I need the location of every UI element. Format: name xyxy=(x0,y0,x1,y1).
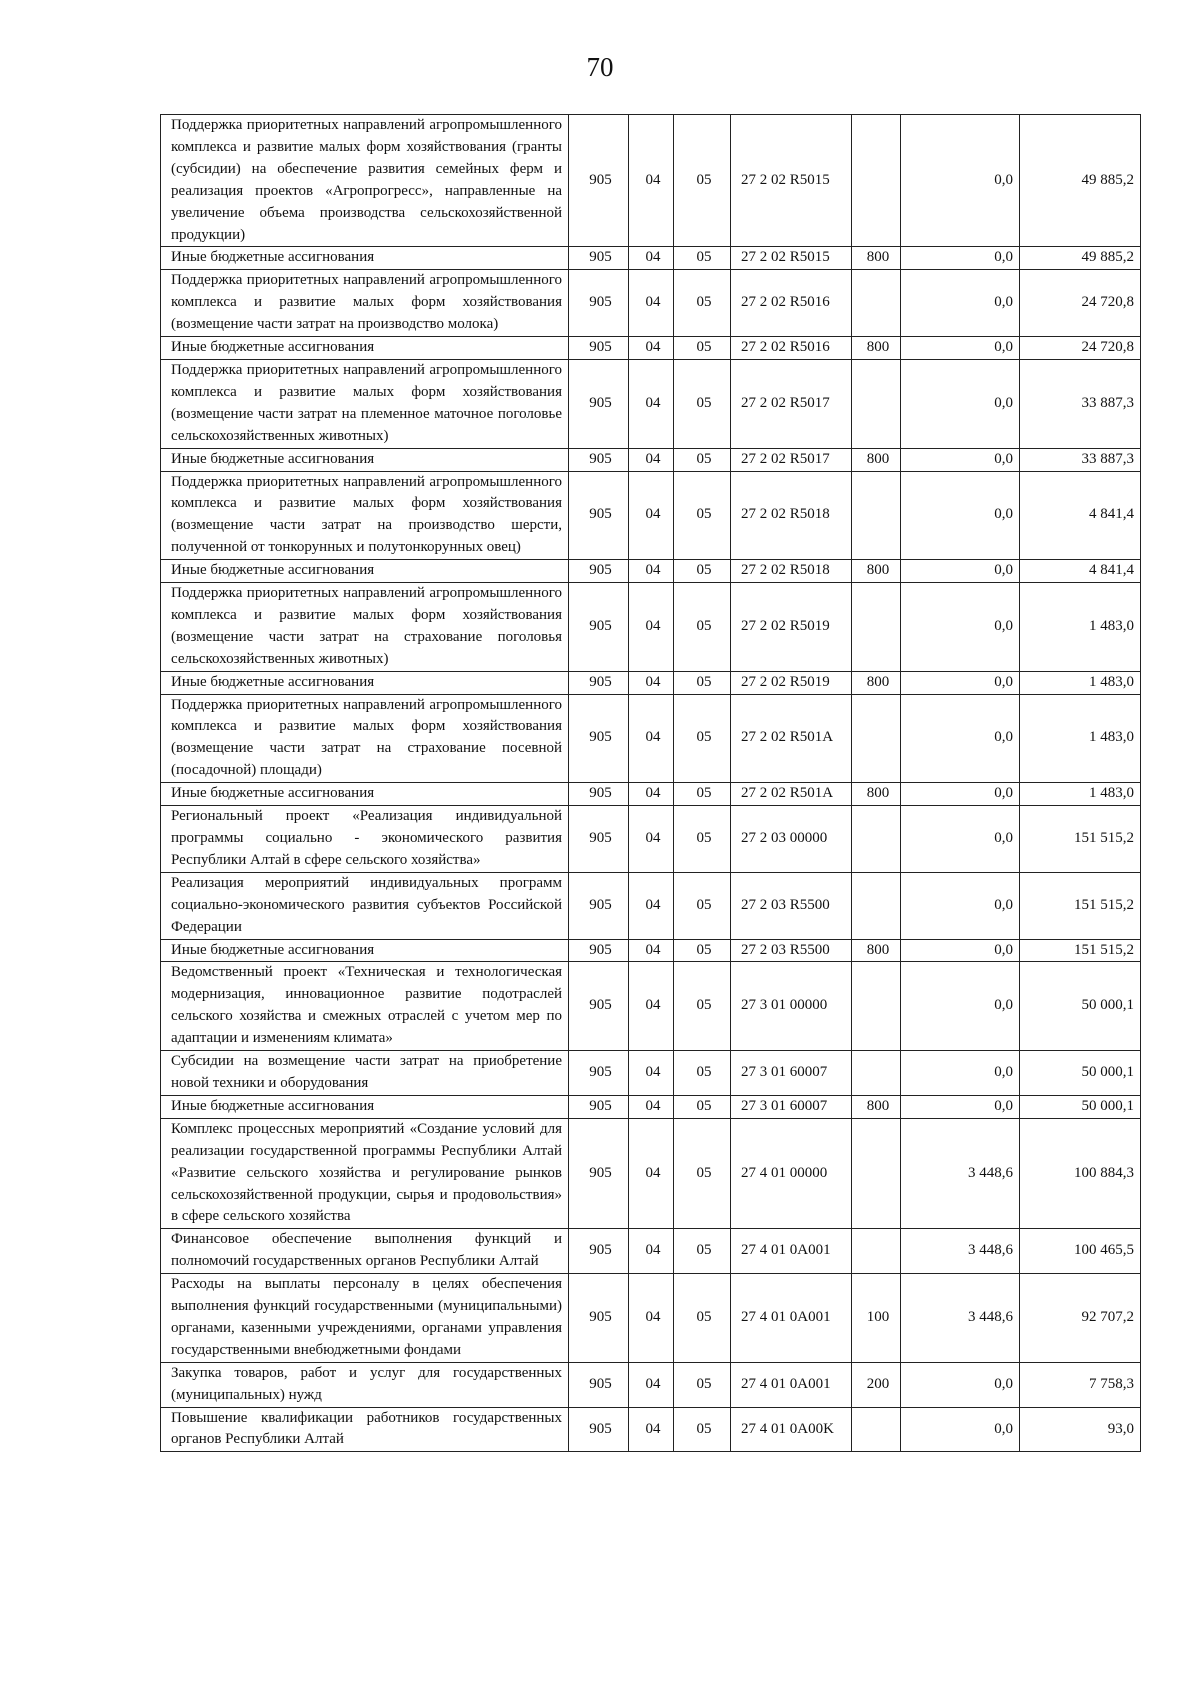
cell-section-code: 04 xyxy=(629,448,674,471)
cell-subsection-code: 05 xyxy=(674,671,731,694)
cell-grbs-code: 905 xyxy=(569,560,629,583)
table-row xyxy=(161,1362,1141,1407)
cell-expense-type: 800 xyxy=(852,671,901,694)
cell-description: Поддержка приоритетных направлений агропромышленного комплекса и развитие малых форм хозяйствования (гранты (субсидии) на обеспечение развития семейных ферм и реализация проектов «Агропрогресс», направленные на увеличение объема производства сельскохозяйственной продукции) xyxy=(161,115,569,247)
cell-grbs-code: 905 xyxy=(569,872,629,939)
table-row xyxy=(161,1274,1141,1363)
cell-target-article: 27 4 01 0A001 xyxy=(731,1229,852,1274)
cell-amount-1: 0,0 xyxy=(901,1051,1020,1096)
cell-section-code: 04 xyxy=(629,671,674,694)
cell-section-code: 04 xyxy=(629,359,674,448)
cell-subsection-code: 05 xyxy=(674,1274,731,1363)
cell-expense-type xyxy=(852,115,901,247)
cell-expense-type xyxy=(852,583,901,672)
cell-section-code: 04 xyxy=(629,806,674,873)
cell-description: Закупка товаров, работ и услуг для государственных (муниципальных) нужд xyxy=(161,1362,569,1407)
cell-grbs-code: 905 xyxy=(569,694,629,783)
cell-amount-1: 0,0 xyxy=(901,448,1020,471)
cell-subsection-code: 05 xyxy=(674,471,731,560)
table-row xyxy=(161,1229,1141,1274)
cell-amount-1: 0,0 xyxy=(901,359,1020,448)
table-row xyxy=(161,1051,1141,1096)
cell-expense-type xyxy=(852,872,901,939)
cell-amount-2: 151 515,2 xyxy=(1020,939,1141,962)
cell-description: Поддержка приоритетных направлений агропромышленного комплекса и развитие малых форм хозяйствования (возмещение части затрат на производство шерсти, полученной от тонкорунных и полутонкорунных овец) xyxy=(161,471,569,560)
table-row xyxy=(161,1118,1141,1229)
cell-target-article: 27 3 01 60007 xyxy=(731,1095,852,1118)
cell-expense-type xyxy=(852,1118,901,1229)
cell-amount-1: 0,0 xyxy=(901,247,1020,270)
cell-subsection-code: 05 xyxy=(674,270,731,337)
cell-expense-type xyxy=(852,1051,901,1096)
cell-subsection-code: 05 xyxy=(674,1229,731,1274)
cell-section-code: 04 xyxy=(629,1229,674,1274)
cell-section-code: 04 xyxy=(629,939,674,962)
cell-grbs-code: 905 xyxy=(569,270,629,337)
cell-amount-1: 3 448,6 xyxy=(901,1274,1020,1363)
cell-expense-type xyxy=(852,471,901,560)
cell-target-article: 27 2 02 R5019 xyxy=(731,671,852,694)
cell-section-code: 04 xyxy=(629,783,674,806)
cell-grbs-code: 905 xyxy=(569,359,629,448)
table-row xyxy=(161,939,1141,962)
cell-subsection-code: 05 xyxy=(674,115,731,247)
cell-amount-1: 0,0 xyxy=(901,115,1020,247)
table-row xyxy=(161,1407,1141,1452)
cell-target-article: 27 4 01 0A00K xyxy=(731,1407,852,1452)
cell-amount-1: 0,0 xyxy=(901,1407,1020,1452)
cell-section-code: 04 xyxy=(629,471,674,560)
cell-target-article: 27 2 02 R5016 xyxy=(731,337,852,360)
cell-target-article: 27 2 02 R5015 xyxy=(731,115,852,247)
cell-section-code: 04 xyxy=(629,1407,674,1452)
cell-expense-type xyxy=(852,270,901,337)
cell-expense-type: 800 xyxy=(852,783,901,806)
cell-amount-2: 7 758,3 xyxy=(1020,1362,1141,1407)
cell-target-article: 27 2 02 R5018 xyxy=(731,560,852,583)
cell-target-article: 27 4 01 00000 xyxy=(731,1118,852,1229)
cell-subsection-code: 05 xyxy=(674,1095,731,1118)
cell-amount-1: 0,0 xyxy=(901,671,1020,694)
cell-description: Иные бюджетные ассигнования xyxy=(161,337,569,360)
cell-description: Комплекс процессных мероприятий «Создание условий для реализации государственной программы Республики Алтай «Развитие сельского хозяйства и регулирование рынков сельскохозяйственной продукции, сырья и продовольствия» в сфере сельского хозяйства xyxy=(161,1118,569,1229)
cell-expense-type: 200 xyxy=(852,1362,901,1407)
cell-description: Субсидии на возмещение части затрат на приобретение новой техники и оборудования xyxy=(161,1051,569,1096)
cell-target-article: 27 2 03 R5500 xyxy=(731,872,852,939)
cell-grbs-code: 905 xyxy=(569,115,629,247)
budget-table xyxy=(160,114,1141,1452)
cell-target-article: 27 2 02 R5017 xyxy=(731,448,852,471)
table-row xyxy=(161,962,1141,1051)
cell-subsection-code: 05 xyxy=(674,694,731,783)
cell-description: Региональный проект «Реализация индивидуальной программы социально - экономического развития Республики Алтай в сфере сельского хозяйства» xyxy=(161,806,569,873)
cell-target-article: 27 3 01 00000 xyxy=(731,962,852,1051)
cell-grbs-code: 905 xyxy=(569,1229,629,1274)
cell-amount-2: 49 885,2 xyxy=(1020,247,1141,270)
cell-grbs-code: 905 xyxy=(569,1362,629,1407)
cell-description: Иные бюджетные ассигнования xyxy=(161,448,569,471)
cell-target-article: 27 2 02 R5017 xyxy=(731,359,852,448)
cell-amount-2: 4 841,4 xyxy=(1020,560,1141,583)
cell-subsection-code: 05 xyxy=(674,939,731,962)
cell-section-code: 04 xyxy=(629,583,674,672)
cell-description: Расходы на выплаты персоналу в целях обеспечения выполнения функций государственными (муниципальными) органами, казенными учреждениями, органами управления государственными внебюджетными фондами xyxy=(161,1274,569,1363)
cell-description: Поддержка приоритетных направлений агропромышленного комплекса и развитие малых форм хозяйствования (возмещение части затрат на племенное маточное поголовье сельскохозяйственных животных) xyxy=(161,359,569,448)
cell-expense-type: 800 xyxy=(852,448,901,471)
cell-section-code: 04 xyxy=(629,1118,674,1229)
cell-target-article: 27 2 02 R5015 xyxy=(731,247,852,270)
page-number: 70 xyxy=(586,52,614,82)
cell-target-article: 27 2 02 R501A xyxy=(731,694,852,783)
cell-grbs-code: 905 xyxy=(569,1274,629,1363)
table-row xyxy=(161,337,1141,360)
cell-section-code: 04 xyxy=(629,270,674,337)
table-row xyxy=(161,115,1141,247)
cell-subsection-code: 05 xyxy=(674,1051,731,1096)
cell-subsection-code: 05 xyxy=(674,247,731,270)
cell-description: Иные бюджетные ассигнования xyxy=(161,939,569,962)
cell-section-code: 04 xyxy=(629,1274,674,1363)
cell-expense-type xyxy=(852,359,901,448)
cell-amount-2: 33 887,3 xyxy=(1020,448,1141,471)
cell-target-article: 27 3 01 60007 xyxy=(731,1051,852,1096)
cell-amount-1: 3 448,6 xyxy=(901,1118,1020,1229)
cell-amount-1: 0,0 xyxy=(901,806,1020,873)
table-row xyxy=(161,247,1141,270)
cell-description: Иные бюджетные ассигнования xyxy=(161,1095,569,1118)
cell-subsection-code: 05 xyxy=(674,1407,731,1452)
cell-amount-2: 50 000,1 xyxy=(1020,1051,1141,1096)
cell-grbs-code: 905 xyxy=(569,583,629,672)
cell-section-code: 04 xyxy=(629,962,674,1051)
cell-grbs-code: 905 xyxy=(569,1118,629,1229)
cell-section-code: 04 xyxy=(629,247,674,270)
cell-description: Иные бюджетные ассигнования xyxy=(161,247,569,270)
cell-section-code: 04 xyxy=(629,115,674,247)
cell-amount-1: 0,0 xyxy=(901,872,1020,939)
cell-section-code: 04 xyxy=(629,1051,674,1096)
cell-amount-1: 0,0 xyxy=(901,471,1020,560)
cell-description: Финансовое обеспечение выполнения функций и полномочий государственных органов Республики Алтай xyxy=(161,1229,569,1274)
cell-subsection-code: 05 xyxy=(674,962,731,1051)
cell-description: Поддержка приоритетных направлений агропромышленного комплекса и развитие малых форм хозяйствования (возмещение части затрат на страхование посевной (посадочной) площади) xyxy=(161,694,569,783)
cell-description: Поддержка приоритетных направлений агропромышленного комплекса и развитие малых форм хозяйствования (возмещение части затрат на страхование поголовья сельскохозяйственных животных) xyxy=(161,583,569,672)
cell-amount-2: 49 885,2 xyxy=(1020,115,1141,247)
cell-grbs-code: 905 xyxy=(569,939,629,962)
cell-subsection-code: 05 xyxy=(674,1362,731,1407)
table-row xyxy=(161,783,1141,806)
cell-amount-2: 1 483,0 xyxy=(1020,583,1141,672)
cell-subsection-code: 05 xyxy=(674,783,731,806)
cell-amount-2: 100 884,3 xyxy=(1020,1118,1141,1229)
cell-expense-type xyxy=(852,1407,901,1452)
cell-grbs-code: 905 xyxy=(569,448,629,471)
cell-grbs-code: 905 xyxy=(569,783,629,806)
cell-amount-2: 1 483,0 xyxy=(1020,694,1141,783)
cell-subsection-code: 05 xyxy=(674,448,731,471)
cell-amount-1: 0,0 xyxy=(901,1362,1020,1407)
cell-target-article: 27 2 03 00000 xyxy=(731,806,852,873)
cell-subsection-code: 05 xyxy=(674,583,731,672)
cell-amount-1: 0,0 xyxy=(901,939,1020,962)
table-row xyxy=(161,671,1141,694)
cell-target-article: 27 2 02 R5016 xyxy=(731,270,852,337)
cell-description: Иные бюджетные ассигнования xyxy=(161,671,569,694)
cell-section-code: 04 xyxy=(629,1362,674,1407)
table-row xyxy=(161,471,1141,560)
cell-section-code: 04 xyxy=(629,694,674,783)
cell-subsection-code: 05 xyxy=(674,1118,731,1229)
table-row xyxy=(161,560,1141,583)
cell-amount-2: 4 841,4 xyxy=(1020,471,1141,560)
cell-grbs-code: 905 xyxy=(569,806,629,873)
cell-expense-type: 800 xyxy=(852,560,901,583)
cell-grbs-code: 905 xyxy=(569,671,629,694)
cell-grbs-code: 905 xyxy=(569,962,629,1051)
cell-amount-2: 24 720,8 xyxy=(1020,337,1141,360)
cell-section-code: 04 xyxy=(629,560,674,583)
table-row xyxy=(161,806,1141,873)
table-row xyxy=(161,694,1141,783)
table-row xyxy=(161,583,1141,672)
cell-section-code: 04 xyxy=(629,872,674,939)
cell-amount-1: 0,0 xyxy=(901,337,1020,360)
cell-grbs-code: 905 xyxy=(569,247,629,270)
cell-expense-type xyxy=(852,1229,901,1274)
cell-grbs-code: 905 xyxy=(569,1095,629,1118)
cell-amount-2: 24 720,8 xyxy=(1020,270,1141,337)
cell-amount-1: 0,0 xyxy=(901,1095,1020,1118)
cell-target-article: 27 2 02 R501A xyxy=(731,783,852,806)
cell-amount-2: 151 515,2 xyxy=(1020,806,1141,873)
cell-amount-2: 93,0 xyxy=(1020,1407,1141,1452)
cell-expense-type: 800 xyxy=(852,337,901,360)
cell-amount-2: 100 465,5 xyxy=(1020,1229,1141,1274)
table-row xyxy=(161,872,1141,939)
cell-subsection-code: 05 xyxy=(674,872,731,939)
cell-grbs-code: 905 xyxy=(569,1051,629,1096)
cell-section-code: 04 xyxy=(629,1095,674,1118)
table-row xyxy=(161,270,1141,337)
cell-target-article: 27 4 01 0A001 xyxy=(731,1274,852,1363)
cell-grbs-code: 905 xyxy=(569,337,629,360)
cell-description: Иные бюджетные ассигнования xyxy=(161,783,569,806)
cell-amount-1: 0,0 xyxy=(901,962,1020,1051)
cell-expense-type: 800 xyxy=(852,939,901,962)
cell-section-code: 04 xyxy=(629,337,674,360)
cell-amount-1: 0,0 xyxy=(901,583,1020,672)
cell-amount-1: 0,0 xyxy=(901,270,1020,337)
cell-target-article: 27 2 03 R5500 xyxy=(731,939,852,962)
cell-target-article: 27 4 01 0A001 xyxy=(731,1362,852,1407)
cell-subsection-code: 05 xyxy=(674,337,731,360)
cell-expense-type xyxy=(852,962,901,1051)
cell-expense-type xyxy=(852,806,901,873)
cell-subsection-code: 05 xyxy=(674,560,731,583)
cell-amount-1: 3 448,6 xyxy=(901,1229,1020,1274)
cell-amount-2: 1 483,0 xyxy=(1020,783,1141,806)
cell-amount-2: 151 515,2 xyxy=(1020,872,1141,939)
cell-amount-2: 50 000,1 xyxy=(1020,962,1141,1051)
table-row xyxy=(161,1095,1141,1118)
cell-expense-type: 100 xyxy=(852,1274,901,1363)
cell-amount-2: 92 707,2 xyxy=(1020,1274,1141,1363)
cell-amount-1: 0,0 xyxy=(901,560,1020,583)
cell-description: Повышение квалификации работников государственных органов Республики Алтай xyxy=(161,1407,569,1452)
cell-target-article: 27 2 02 R5018 xyxy=(731,471,852,560)
cell-description: Реализация мероприятий индивидуальных программ социально-экономического развития субъектов Российской Федерации xyxy=(161,872,569,939)
cell-grbs-code: 905 xyxy=(569,471,629,560)
cell-amount-2: 33 887,3 xyxy=(1020,359,1141,448)
table-row xyxy=(161,359,1141,448)
cell-description: Иные бюджетные ассигнования xyxy=(161,560,569,583)
cell-description: Поддержка приоритетных направлений агропромышленного комплекса и развитие малых форм хозяйствования (возмещение части затрат на производство молока) xyxy=(161,270,569,337)
cell-subsection-code: 05 xyxy=(674,359,731,448)
table-row xyxy=(161,448,1141,471)
cell-description: Ведомственный проект «Техническая и технологическая модернизация, инновационное развитие подотраслей сельского хозяйства и смежных отраслей с учетом мер по адаптации и изменениям климата» xyxy=(161,962,569,1051)
cell-amount-2: 1 483,0 xyxy=(1020,671,1141,694)
cell-target-article: 27 2 02 R5019 xyxy=(731,583,852,672)
cell-amount-1: 0,0 xyxy=(901,783,1020,806)
cell-amount-1: 0,0 xyxy=(901,694,1020,783)
cell-subsection-code: 05 xyxy=(674,806,731,873)
cell-grbs-code: 905 xyxy=(569,1407,629,1452)
cell-amount-2: 50 000,1 xyxy=(1020,1095,1141,1118)
cell-expense-type xyxy=(852,694,901,783)
cell-expense-type: 800 xyxy=(852,1095,901,1118)
cell-expense-type: 800 xyxy=(852,247,901,270)
